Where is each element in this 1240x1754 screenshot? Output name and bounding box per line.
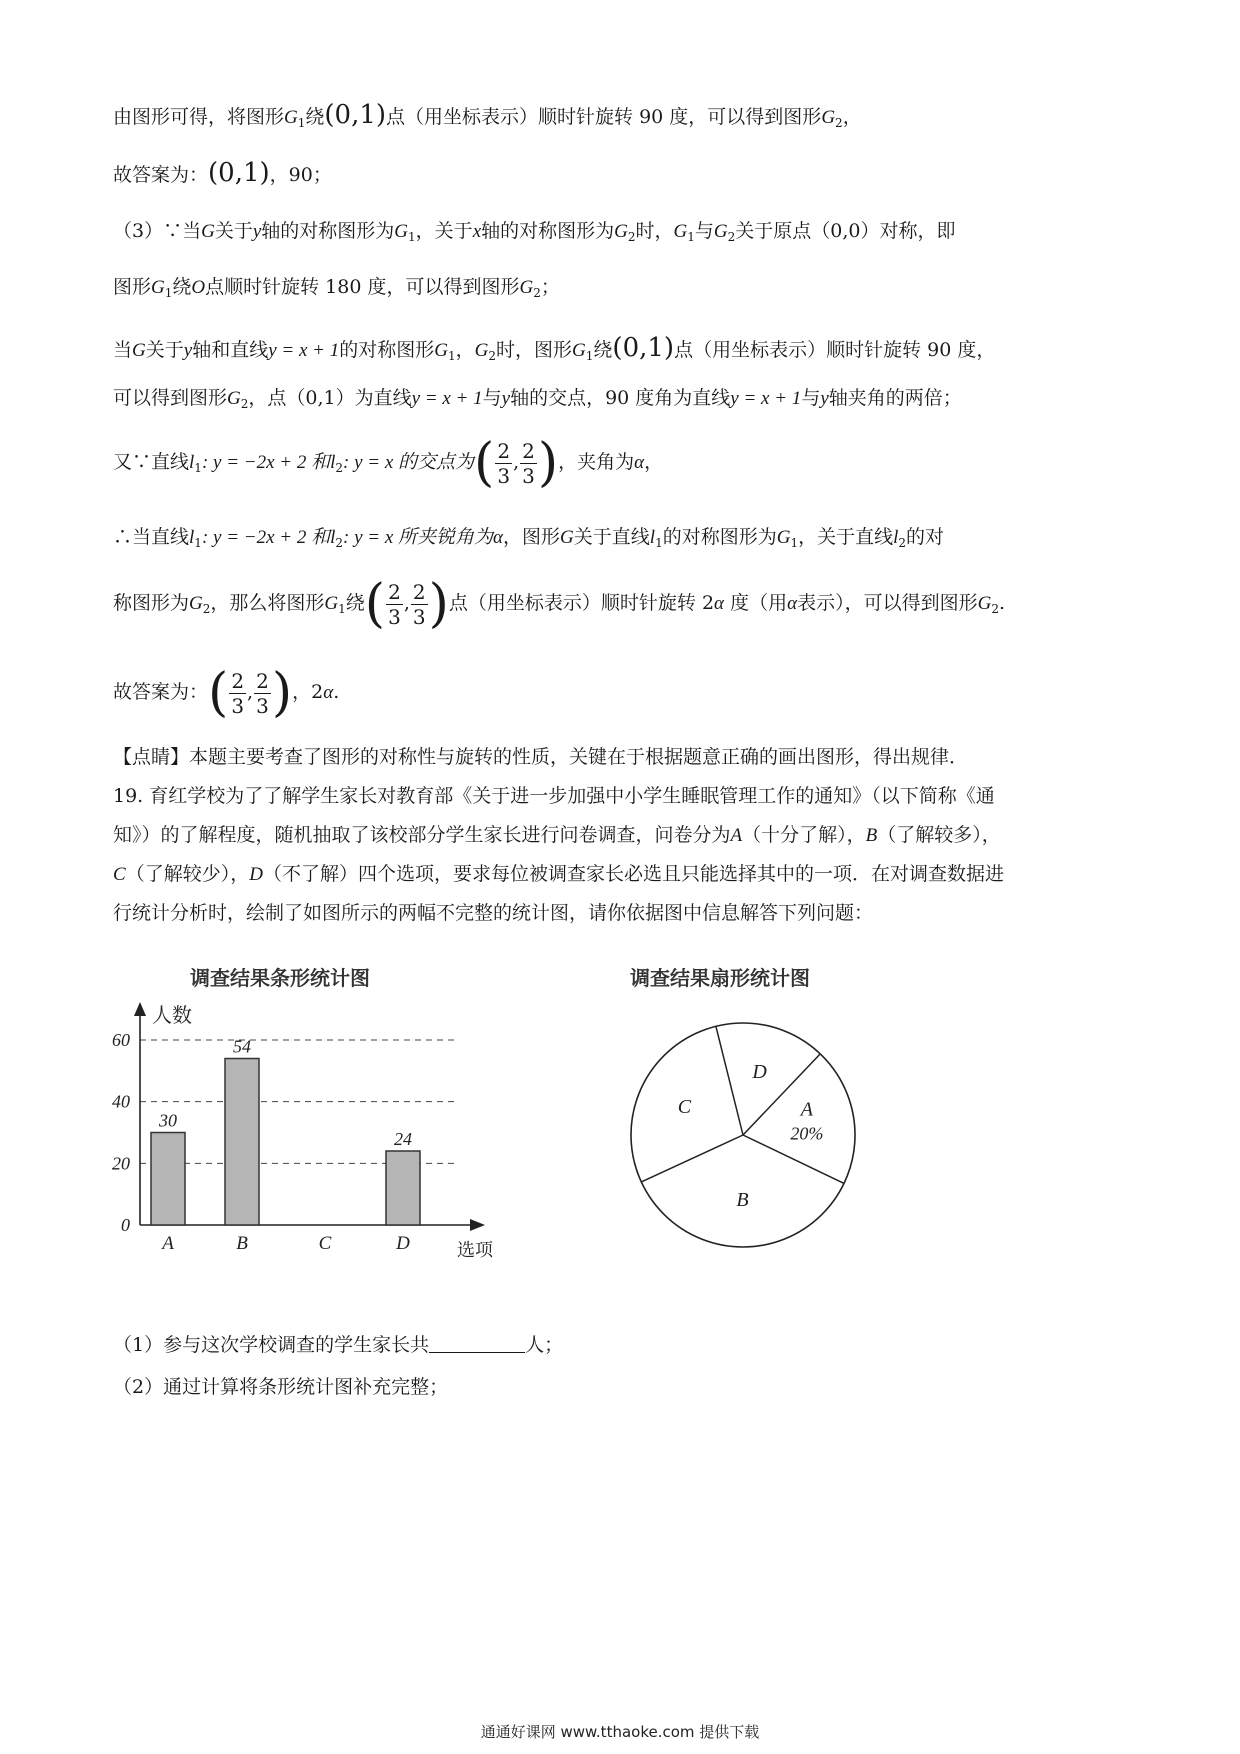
solution-line-7: 又∵直线$l_1$: y = −2x + 2 和$l_2$: y = x 的交点为( $\frac{2}{3}$ , $\frac{2}{3}$ )，夹角为α，: [113, 433, 664, 493]
fraction: $\frac{2}{3}$: [522, 438, 535, 488]
x-tick-label: D: [396, 1233, 410, 1254]
fraction: $\frac{2}{3}$: [412, 579, 426, 629]
answer-blank[interactable]: [429, 1332, 525, 1353]
q19-line-3: C（了解较少），D（不了解）四个选项，要求每位被调查家长必选且只能选择其中的一项．在对调查数据进: [113, 863, 1004, 885]
y-tick-label: 60: [112, 1030, 130, 1050]
q19-sub-2: （2）通过计算将条形统计图补充完整；: [113, 1376, 449, 1398]
solution-line-5: 当G关于y轴和直线y = x + 1的对称图形$G_1$，$G_2$时，图形$G_1$绕(0,1)点（用坐标表示）顺时针旋转 90 度，: [113, 333, 996, 363]
pie-slice-boundary: [641, 1135, 743, 1182]
fraction: $\frac{2}{3}$: [388, 579, 401, 629]
bar-chart-title: 调查结果条形统计图: [190, 966, 370, 990]
q19-line-1: 19. 育红学校为了了解学生家长对教育部《关于进一步加强中小学生睡眠管理工作的通知》（以下简称《通: [113, 785, 995, 807]
bar: [151, 1133, 185, 1226]
fraction: $\frac{2}{3}$: [256, 668, 269, 718]
q19-sub-1: （1）参与这次学校调查的学生家长共 人；: [113, 1334, 564, 1356]
solution-line-6: 可以得到图形$G_2$，点（0,1）为直线y = x + 1与y轴的交点，90 度角为直线y = x + 1与y轴夹角的两倍；: [113, 387, 962, 411]
solution-line-2: 故答案为：(0,1)，90；: [113, 158, 332, 188]
page-footer: 通通好课网 www.tthaoke.com 提供下载: [480, 1723, 760, 1741]
pie-slice-label: A: [800, 1098, 814, 1121]
pie-slice-label: B: [736, 1188, 749, 1211]
solution-line-3: （3）∵当G关于y轴的对称图形为$G_1$，关于x轴的对称图形为$G_2$时，$G_1$与$G_2$关于原点（0,0）对称，即: [113, 220, 956, 244]
y-axis-label: 人数: [152, 1003, 192, 1027]
bar: [225, 1059, 259, 1226]
fraction: $\frac{2}{3}$: [231, 668, 245, 718]
pie-slice-boundary: [716, 1026, 743, 1135]
solution-line-8: ∴当直线$l_1$: y = −2x + 2 和$l_2$: y = x 所夹锐角为α，图形G关于直线$l_1$的对称图形为$G_1$，关于直线$l_2$的对: [113, 526, 945, 550]
y-axis-arrow: [134, 1002, 146, 1016]
pie-chart: [600, 950, 900, 1240]
pie-slice-label: C: [677, 1095, 692, 1118]
bar: [386, 1151, 420, 1225]
x-tick-label: A: [162, 1233, 174, 1254]
y-tick-label: 40: [112, 1091, 130, 1112]
solution-line-9: 称图形为$G_2$，那么将图形$G_1$绕( $\frac{2}{3}$ , $\frac{2}{3}$ )点（用坐标表示）顺时针旋转 2α 度（用α表示），可以得到图形$G_2$.: [113, 574, 1005, 634]
solution-line-10: 故答案为：( $\frac{2}{3}$ , $\frac{2}{3}$ )，2α.: [113, 663, 340, 723]
x-tick-label: C: [318, 1233, 332, 1254]
bar-chart: [90, 950, 590, 1261]
pie-slice-label: D: [752, 1061, 767, 1084]
y-tick-label: 0: [121, 1215, 130, 1235]
q19-line-4: 行统计分析时，绘制了如图所示的两幅不完整的统计图，请你依据图中信息解答下列问题：: [113, 902, 874, 924]
x-axis-arrow: [470, 1219, 485, 1231]
data-label: 54: [233, 1036, 251, 1057]
fraction: $\frac{2}{3}$: [497, 438, 511, 488]
y-tick-label: 20: [112, 1153, 130, 1174]
solution-line-4: 图形$G_1$绕O点顺时针旋转 180 度，可以得到图形$G_2$；: [113, 276, 560, 300]
q19-line-2: 知》）的了解程度，随机抽取了该校部分学生家长进行问卷调查，问卷分为A（十分了解），B（了解较多），: [113, 824, 1001, 846]
data-label: 24: [394, 1129, 412, 1149]
x-axis-label: 选项: [457, 1240, 493, 1261]
x-tick-label: B: [236, 1233, 248, 1254]
pie-slice-percent: 20%: [790, 1123, 824, 1144]
dianjing-note: 【点睛】本题主要考查了图形的对称性与旋转的性质，关键在于根据题意正确的画出图形，得出规律．: [113, 746, 969, 768]
solution-line-1: 由图形可得，将图形$G_1$绕(0,1)点（用坐标表示）顺时针旋转 90 度，可以得到图形$G_2$，: [113, 100, 862, 130]
data-label: 30: [159, 1110, 177, 1131]
pie-chart-title: 调查结果扇形统计图: [630, 966, 810, 990]
